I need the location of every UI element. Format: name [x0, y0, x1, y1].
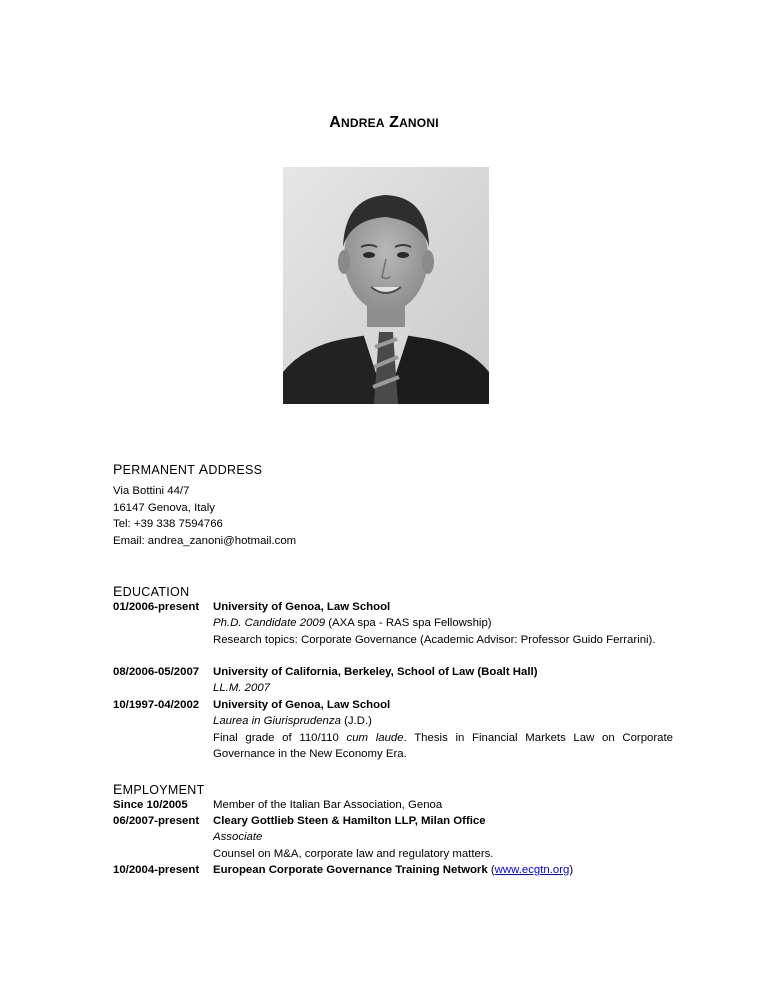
address-street: Via Bottini 44/7 [113, 485, 190, 497]
entry-date: Since 10/2005 [113, 799, 188, 811]
address-email: Email: andrea_zanoni@hotmail.com [113, 534, 297, 547]
entry-date: 08/2006-05/2007 [113, 666, 200, 678]
entry-detail: Counsel on M&A, corporate law and regulatory matters. [213, 847, 494, 860]
entry-detail: Research topics: Corporate Governance (Academic Advisor: Professor Guido Ferrarini). [213, 633, 656, 646]
entry-degree: Laurea in Giurisprudenza (J.D.) [213, 715, 372, 728]
address-city: 16147 Genova, Italy [113, 501, 215, 514]
entry-date: 06/2007-present [113, 815, 200, 827]
entry-date: 10/1997-04/2002 [113, 699, 200, 711]
education-heading: EDUCATION [113, 583, 190, 599]
address-heading: PERMANENT ADDRESS [113, 461, 263, 477]
entry-institution: University of Genoa, Law School [213, 699, 391, 711]
entry-institution: University of California, Berkeley, School of Law (Boalt Hall) [213, 666, 538, 678]
entry-detail: Final grade of 110/110 cum laude. Thesis in Financial Markets Law on Corporate Governance in the New Economy Era. [213, 731, 674, 760]
entry-role: Associate [213, 831, 263, 844]
employment-heading: EMPLOYMENT [113, 781, 205, 797]
address-block [113, 483, 296, 549]
address-tel: Tel: +39 338 7594766 [113, 518, 223, 530]
entry-text: Member of the Italian Bar Association, Genoa [213, 799, 443, 811]
ecgtn-link[interactable]: www.ecgtn.org [494, 864, 570, 876]
entry-degree: Ph.D. Candidate 2009 (AXA spa - RAS spa Fellowship) [213, 617, 492, 630]
cv-title: ANDREA ZANONI [329, 114, 439, 131]
entry-date: 10/2004-present [113, 864, 200, 876]
entry-date: 01/2006-present [113, 601, 200, 613]
entry-employer-line: European Corporate Governance Training Network (www.ecgtn.org) [213, 864, 574, 876]
entry-institution: University of Genoa, Law School [213, 601, 391, 613]
entry-degree: LL.M. 2007 [213, 682, 270, 695]
entry-employer: Cleary Gottlieb Steen & Hamilton LLP, Milan Office [213, 815, 486, 827]
portrait-photo [283, 167, 489, 404]
